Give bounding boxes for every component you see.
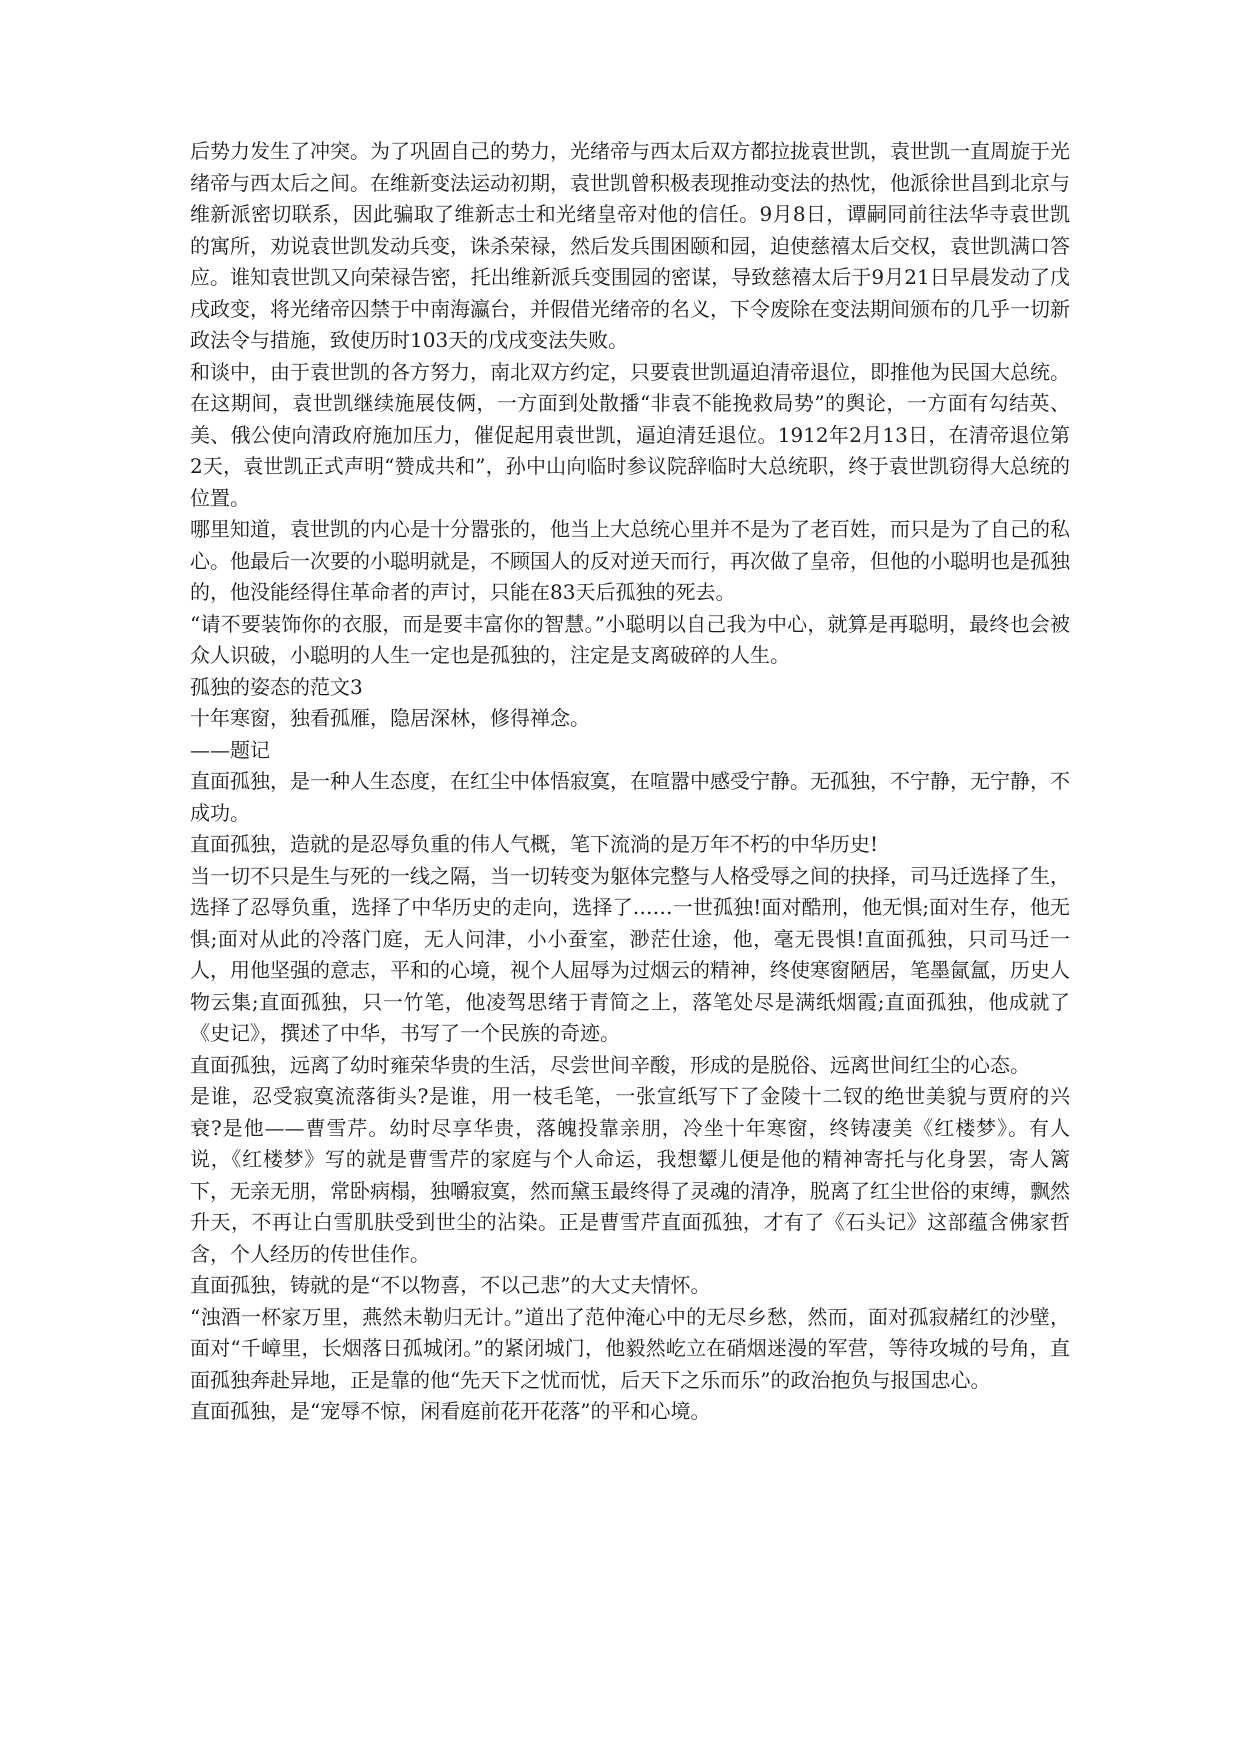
paragraph-wuxu-reform: 后势力发生了冲突。为了巩固自己的势力，光绪帝与西太后双方都拉拢袁世凯，袁世凯一直周旋于光绪帝与西太后之间。在维新变法运动初期，袁世凯曾积极表现推动变法的热忱，他派徐世昌到北京与维新派密切联系，因此骗取了维新志士和光绪皇帝对他的信任。9月8日，谭嗣同前往法华寺袁世凯的寓所，劝说袁世凯发动兵变，诛杀荣禄，然后发兵围困颐和园，迫使慈禧太后交权，袁世凯满口答应。谁知袁世凯又向荣禄告密，托出维新派兵变围园的密谋，导致慈禧太后于9月21日早晨发动了戊戌政变，将光绪帝囚禁于中南海瀛台，并假借光绪帝的名义，下令废除在变法期间颁布的几乎一切新政法令与措施，致使历时103天的戊戌变法失败。: [190, 139, 1070, 352]
paragraph-face-solitude: 直面孤独，是一种人生态度，在红尘中体悟寂寞，在喧嚣中感受宁静。无孤独，不宁静，无宁静，不成功。: [190, 769, 1070, 825]
paragraph-magnanimity: 直面孤独，铸就的是“不以物喜，不以己悲”的大丈夫情怀。: [190, 1273, 711, 1297]
epigraph-attribution: ——题记: [190, 737, 270, 762]
section-heading: 孤独的姿态的范文3: [190, 674, 363, 699]
paragraph-yuan-ambition: 哪里知道，袁世凯的内心是十分嚣张的，他当上大总统心里并不是为了老百姓，而只是为了自己的私心。他最后一次要的小聪明就是，不顾国人的反对逆天而行，再次做了皇帝，但他的小聪明也是孤独的，他没能经得住革命者的声讨，只能在83天后孤独的死去。: [190, 517, 1070, 604]
paragraph-cao-xueqin: 是谁，忍受寂寞流落街头?是谁，用一枝毛笔，一张宣纸写下了金陵十二钗的绝世美貌与贾府的兴衰?是他——曹雪芹。幼时尽享华贵，落魄投靠亲朋，冷坐十年寒窗，终铸凄美《红楼梦》。有人说，《红楼梦》写的就是曹雪芹的家庭与个人命运，我想颦儿便是他的精神寄托与化身罢，寄人篱下，无亲无朋，常卧病榻，独嚼寂寞，然而黛玉最终得了灵魂的清净，脱离了红尘世俗的束缚，飘然升天，不再让白雪肌肤受到世尘的沾染。正是曹雪芹直面孤独，才有了《石头记》这部蕴含佛家哲含，个人经历的传世佳作。: [190, 1084, 1070, 1266]
document-page: [190, 136, 1070, 1428]
paragraph-detachment: 直面孤独，远离了幼时雍荣华贵的生活，尽尝世间辛酸，形成的是脱俗、远离世间红尘的心态。: [190, 1052, 1030, 1077]
paragraph-fan-zhongyan: “浊酒一杯家万里，燕然未勒归无计。”道出了范仲淹心中的无尽乡愁，然而，面对孤寂赭红的沙壁，面对“千嶂里，长烟落日孤城闭。”的紧闭城门，他毅然屹立在硝烟迷漫的军营，等待攻城的号角，直面孤独奔赴异地，正是靠的他“先天下之忧而忧，后天下之乐而乐”的政治抱负与报国忠心。: [190, 1304, 1070, 1392]
paragraph-sima-qian: 当一切不只是生与死的一线之隔，当一切转变为躯体完整与人格受辱之间的抉择，司马迁选择了生，选择了忍辱负重，选择了中华历史的走向，选择了……一世孤独!面对酷刑，他无惧;面对生存，他无惧;面对从此的冷落门庭，无人问津，小小蚕室，渺茫仕途，他，毫无畏惧!直面孤独，只司马迁一人，用他坚强的意志，平和的心境，视个人屈辱为过烟云的精神，终使寒窗陋居，笔墨氤氲，历史人物云集;直面孤独，只一竹笔，他凌驾思绪于青简之上，落笔处尽是满纸烟霞;直面孤独，他成就了《史记》，撰述了中华，书写了一个民族的奇迹。: [190, 863, 1070, 1045]
paragraph-equanimity: 直面孤独，是“宠辱不惊，闲看庭前花开花落”的平和心境。: [190, 1399, 711, 1423]
paragraph-peace-talks: 和谈中，由于袁世凯的各方努力，南北双方约定，只要袁世凯逼迫清帝退位，即推他为民国大总统。在这期间，袁世凯继续施展伎俩，一方面到处散播“非袁不能挽救局势”的舆论，一方面有勾结英、美、俄公使向清政府施加压力，催促起用袁世凯，逼迫清廷退位。1912年2月13日，在清帝退位第2天，袁世凯正式声明“赞成共和”，孙中山向临时参议院辞临时大总统职，终于袁世凯窃得大总统的位置。: [190, 359, 1070, 510]
epigraph: 十年寒窗，独看孤雁，隐居深林，修得禅念。: [190, 706, 590, 730]
paragraph-endurance: 直面孤独，造就的是忍辱负重的伟人气概，笔下流淌的是万年不朽的中华历史!: [190, 832, 879, 856]
paragraph-quote-wisdom: “请不要装饰你的衣服，而是要丰富你的智慧。”小聪明以自己我为中心，就算是再聪明，最终也会被众人识破，小聪明的人生一定也是孤独的，注定是支离破碎的人生。: [190, 611, 1070, 667]
